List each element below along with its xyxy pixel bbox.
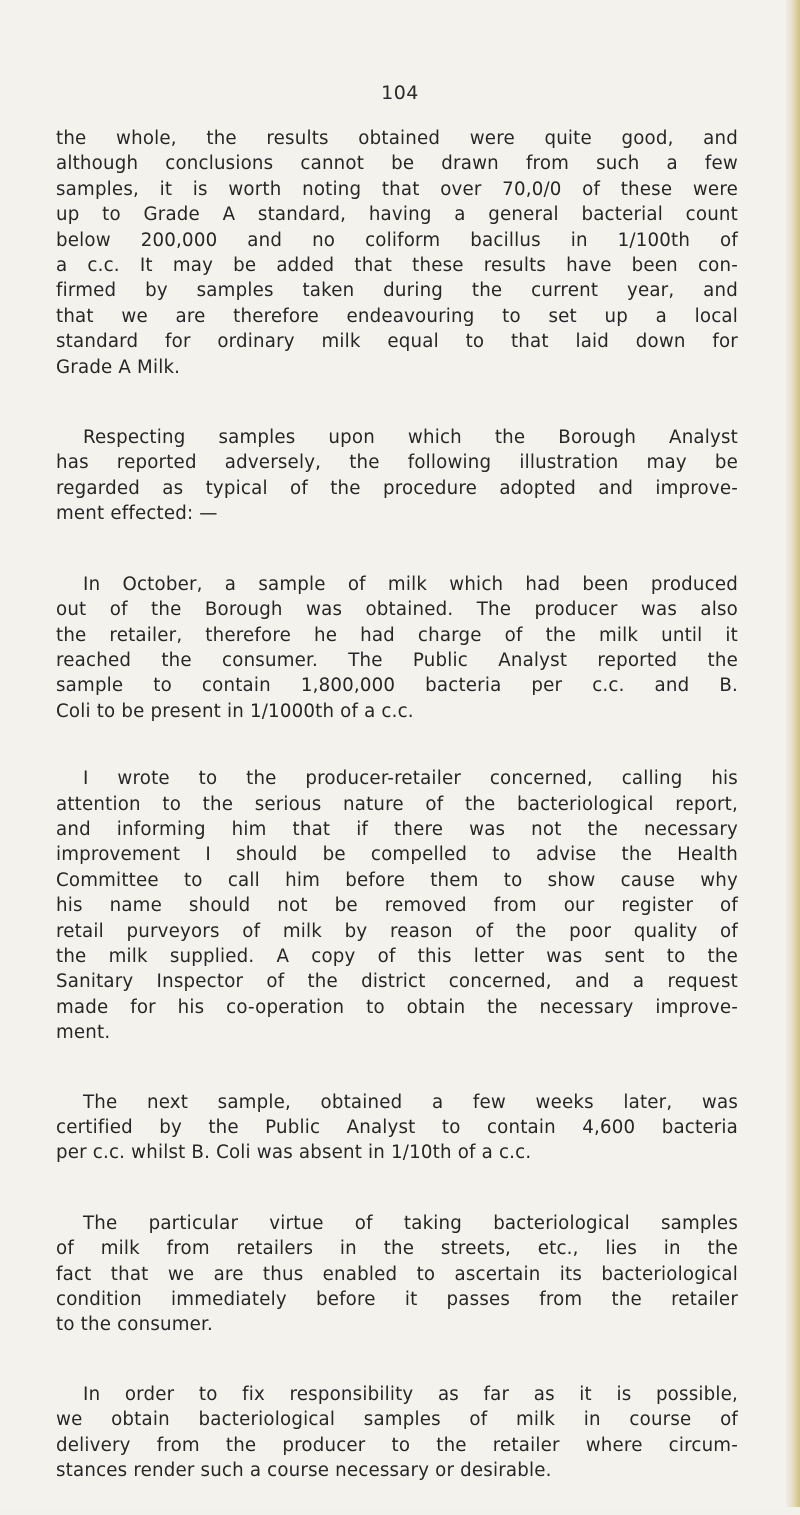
paragraph xyxy=(56,126,738,380)
text-line: ment. xyxy=(56,1022,111,1044)
text-line: although conclusions cannot be drawn from such a few xyxy=(56,153,738,175)
text-line: of milk from retailers in the streets, etc., lies in the xyxy=(56,1238,738,1260)
text-line: condition immediately before it passes from the retailer xyxy=(56,1289,738,1311)
text-line: that we are therefore endeavouring to set up a local xyxy=(56,305,738,327)
text-line: samples, it is worth noting that over 70,0/0 of these were xyxy=(56,178,738,200)
text-line: I wrote to the producer-retailer concerned, calling his xyxy=(83,768,738,790)
text-line: standard for ordinary milk equal to that laid down for xyxy=(56,331,738,353)
paragraph xyxy=(56,1211,738,1338)
text-line: regarded as typical of the procedure adopted and improve- xyxy=(56,477,738,499)
text-line: up to Grade A standard, having a general bacterial count xyxy=(56,204,738,226)
text-line: made for his co-operation to obtain the necessary improve- xyxy=(56,996,738,1018)
paragraph xyxy=(56,1090,738,1166)
text-line: below 200,000 and no coliform bacillus in 1/100th of xyxy=(56,229,738,251)
text-line: stances render such a course necessary or desirable. xyxy=(56,1460,552,1482)
text-line: Grade A Milk. xyxy=(56,356,181,378)
text-line: the retailer, therefore he had charge of the milk until it xyxy=(56,624,738,646)
page-edge-shadow xyxy=(786,0,800,1507)
text-line: the milk supplied. A copy of this letter was sent to the xyxy=(56,945,738,967)
text-line: The particular virtue of taking bacteriological samples xyxy=(83,1212,738,1234)
text-line: fact that we are thus enabled to ascertain its bacteriological xyxy=(56,1263,738,1285)
text-line: and informing him that if there was not the necessary xyxy=(56,818,738,840)
text-line: In order to fix responsibility as far as it is possible, xyxy=(83,1383,738,1405)
text-line: The next sample, obtained a few weeks later, was xyxy=(83,1091,738,1113)
paragraph xyxy=(56,572,738,724)
text-line: to the consumer. xyxy=(56,1314,214,1336)
paragraph xyxy=(56,766,738,1045)
paragraph xyxy=(56,425,738,527)
text-line: Coli to be present in 1/1000th of a c.c. xyxy=(56,700,414,722)
text-line: out of the Borough was obtained. The producer was also xyxy=(56,599,738,621)
text-line: the whole, the results obtained were quite good, and xyxy=(56,128,738,149)
text-line: firmed by samples taken during the current year, and xyxy=(56,280,738,302)
text-line: we obtain bacteriological samples of milk in course of xyxy=(56,1409,738,1431)
text-line: delivery from the producer to the retailer where circum- xyxy=(56,1434,738,1456)
text-line: retail purveyors of milk by reason of the poor quality of xyxy=(56,920,738,942)
text-line: ment effected: — xyxy=(56,503,218,525)
text-line: attention to the serious nature of the bacteriological report, xyxy=(56,793,738,815)
paragraph xyxy=(56,1382,738,1484)
text-line: has reported adversely, the following illustration may be xyxy=(56,452,738,474)
text-line: improvement I should be compelled to advise the Health xyxy=(56,844,738,866)
text-line: sample to contain 1,800,000 bacteria per c.c. and B. xyxy=(56,675,738,697)
page-number: 104 xyxy=(381,82,419,104)
text-line: per c.c. whilst B. Coli was absent in 1/10th of a c.c. xyxy=(56,1142,532,1164)
text-line: Respecting samples upon which the Borough Analyst xyxy=(83,427,738,449)
text-line: Committee to call him before them to show cause why xyxy=(56,869,738,891)
text-line: Sanitary Inspector of the district concerned, and a request xyxy=(56,971,738,993)
body-text xyxy=(56,126,738,1515)
text-line: In October, a sample of milk which had been produced xyxy=(83,573,738,595)
text-line: a c.c. It may be added that these results have been con- xyxy=(56,255,738,277)
text-line: reached the consumer. The Public Analyst reported the xyxy=(56,649,738,671)
text-line: his name should not be removed from our register of xyxy=(56,895,738,917)
text-line: certified by the Public Analyst to contain 4,600 bacteria xyxy=(56,1117,738,1138)
